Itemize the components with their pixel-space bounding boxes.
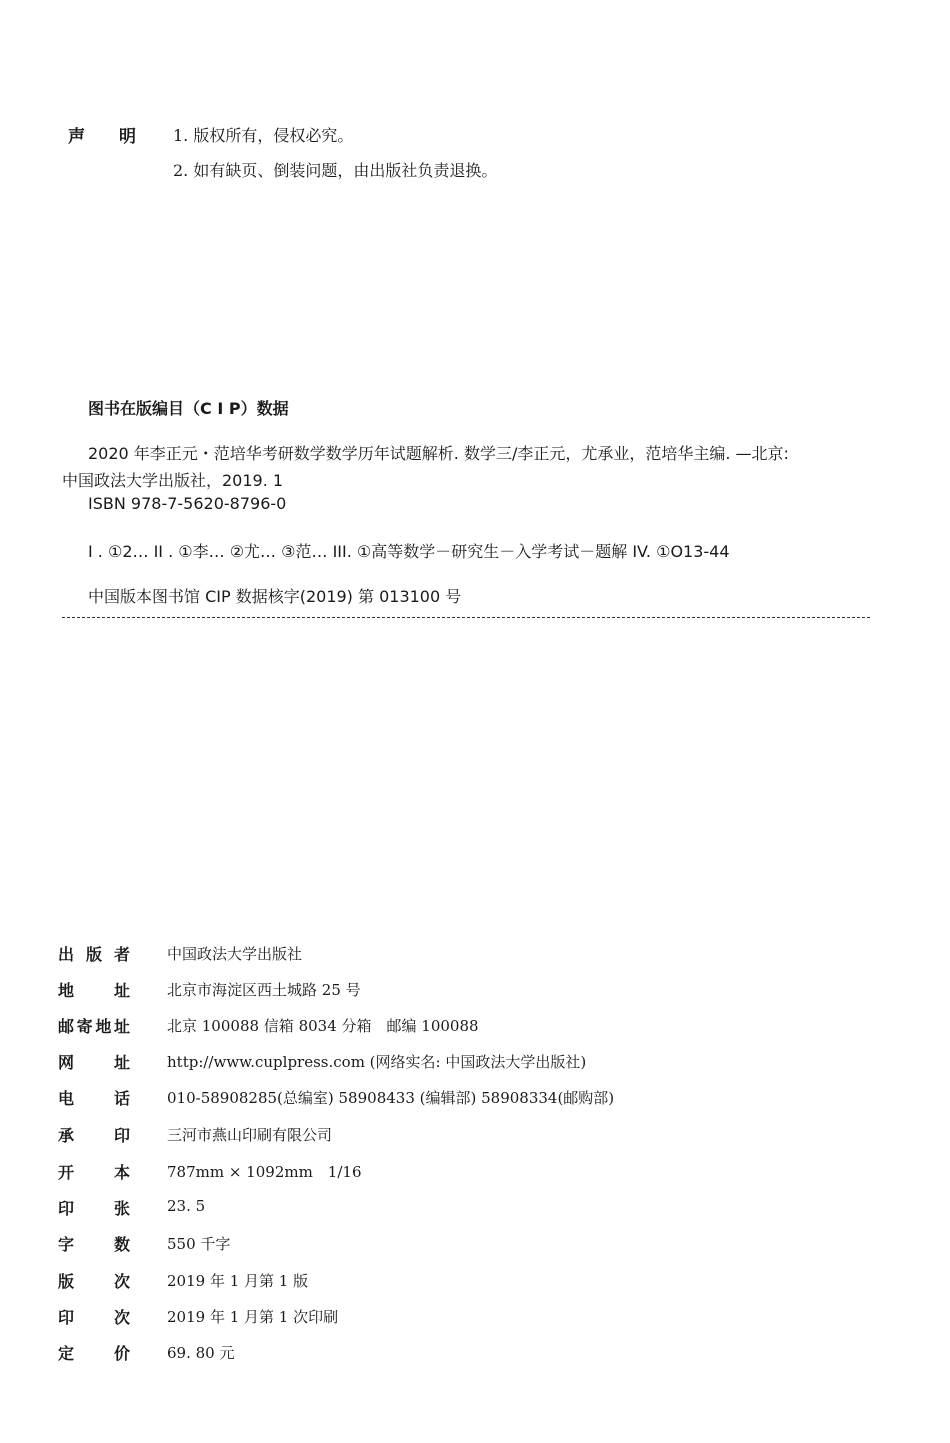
cip-isbn: ISBN 978-7-5620-8796-0	[88, 494, 287, 513]
imprint-label: 网 址	[58, 1053, 130, 1072]
imprint-value: http://www.cuplpress.com (网络实名: 中国政法大学出版社)	[167, 1053, 587, 1071]
cip-heading: 图书在版编目（C I P）数据	[88, 399, 289, 418]
imprint-label: 邮 寄 地 址	[58, 1017, 130, 1036]
imprint-value: 010-58908285(总编室) 58908433 (编辑部) 58908334(邮购部)	[167, 1089, 615, 1107]
imprint-label: 承 印	[58, 1126, 130, 1145]
statement-label: 声明	[68, 127, 170, 147]
imprint-label: 定 价	[58, 1344, 130, 1363]
imprint-value: 23. 5	[167, 1197, 206, 1215]
imprint-label: 印 次	[58, 1308, 130, 1327]
imprint-label: 印 张	[58, 1199, 130, 1218]
imprint-value: 787mm × 1092mm 1/16	[167, 1163, 362, 1181]
imprint-label: 版 次	[58, 1272, 130, 1291]
imprint-value: 69. 80 元	[167, 1344, 235, 1362]
imprint-value: 北京市海淀区西土城路 25 号	[167, 981, 361, 999]
cip-record-number: 中国版本图书馆 CIP 数据核字(2019) 第 013100 号	[88, 587, 462, 606]
imprint-label: 地 址	[58, 981, 130, 1000]
imprint-value: 2019 年 1 月第 1 次印刷	[167, 1308, 339, 1326]
cip-line: 中国政法大学出版社，2019. 1	[62, 471, 284, 490]
imprint-value: 中国政法大学出版社	[167, 945, 303, 963]
imprint-label: 字 数	[58, 1235, 130, 1254]
imprint-value: 三河市燕山印刷有限公司	[167, 1126, 333, 1144]
imprint-label: 电 话	[58, 1089, 130, 1108]
cip-line: 2020 年李正元・范培华考研数学数学历年试题解析. 数学三/李正元，尤承业，范培华主编. —北京:	[88, 444, 789, 463]
imprint-value: 550 千字	[167, 1235, 231, 1253]
cip-classification: I . ①2… II . ①李… ②尤… ③范… III. ①高等数学－研究生－入学考试－题解 IV. ①O13-44	[88, 542, 730, 561]
statement-item: 1. 版权所有，侵权必究。	[173, 126, 354, 145]
imprint-value: 北京 100088 信箱 8034 分箱 邮编 100088	[167, 1017, 479, 1035]
imprint-value: 2019 年 1 月第 1 版	[167, 1272, 309, 1290]
imprint-label: 出 版 者	[58, 945, 130, 964]
dashed-divider	[62, 617, 870, 618]
statement-item: 2. 如有缺页、倒装问题，由出版社负责退换。	[173, 161, 498, 180]
imprint-label: 开 本	[58, 1163, 130, 1182]
